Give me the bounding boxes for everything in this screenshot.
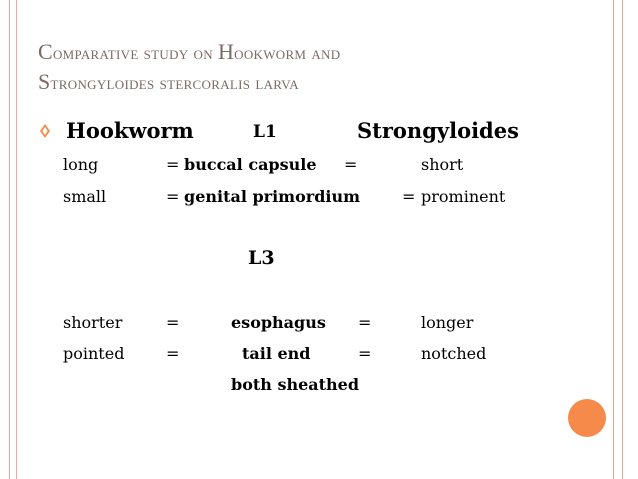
diamond-bullet-icon xyxy=(40,124,50,138)
row4-left: pointed xyxy=(63,344,125,363)
row4-right: notched xyxy=(421,344,487,363)
row3-right: longer xyxy=(421,313,474,332)
title-line-2: Strongyloides stercoralis larva xyxy=(38,69,299,94)
row2-feature: genital primordium xyxy=(184,187,361,206)
title-line-1: Comparative study on Hookworm and xyxy=(38,39,341,64)
row3-eq1: = xyxy=(166,313,180,332)
row1-right: short xyxy=(421,155,464,174)
footer-note: both sheathed xyxy=(231,375,360,394)
row1-feature: buccal capsule xyxy=(184,155,317,174)
row4-eq2: = xyxy=(358,344,372,363)
heading-l3: L3 xyxy=(248,247,275,269)
row2-eq1: = xyxy=(166,187,180,206)
row3-feature: esophagus xyxy=(231,313,326,332)
row4-eq1: = xyxy=(166,344,180,363)
row3-left: shorter xyxy=(63,313,123,332)
row1-eq2: = xyxy=(344,155,358,174)
slide-title xyxy=(38,38,598,98)
row1-eq1: = xyxy=(166,155,180,174)
orange-circle-decoration xyxy=(568,399,606,437)
heading-hookworm: Hookworm xyxy=(66,118,194,143)
heading-l1: L1 xyxy=(253,122,277,142)
row4-feature: tail end xyxy=(242,344,311,363)
row3-eq2: = xyxy=(358,313,372,332)
left-decorative-border xyxy=(9,0,17,479)
heading-strongyloides: Strongyloides xyxy=(357,118,519,143)
right-decorative-border xyxy=(613,0,623,479)
row2-left: small xyxy=(63,187,107,206)
row2-eq2: = xyxy=(402,187,416,206)
row2-right: prominent xyxy=(421,187,506,206)
row1-left: long xyxy=(63,155,99,174)
